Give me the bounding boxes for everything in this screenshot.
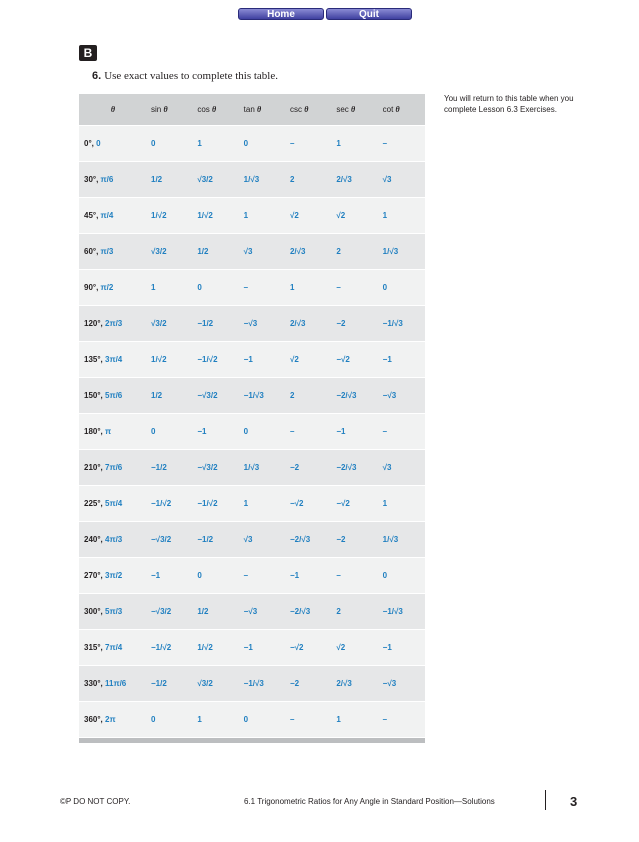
value-cell: √3/2 <box>147 234 193 270</box>
table-row <box>79 702 425 738</box>
value-cell: 1 <box>240 198 286 234</box>
value-cell: 2/√3 <box>332 162 378 198</box>
angle-cell <box>79 126 147 162</box>
home-button[interactable]: Home <box>238 8 324 20</box>
angle-degrees: 210°, <box>84 463 105 472</box>
angle-radians: 5π/6 <box>105 391 123 400</box>
angle-degrees: 120°, <box>84 319 105 328</box>
angle-degrees: 45°, <box>84 211 101 220</box>
value-cell: −2 <box>286 450 332 486</box>
table-row <box>79 450 425 486</box>
value-cell: – <box>240 270 286 306</box>
table-bottom-rule <box>79 738 425 743</box>
value-cell: −√2 <box>286 630 332 666</box>
value-cell: 2 <box>332 594 378 630</box>
value-cell: – <box>332 558 378 594</box>
angle-radians: π <box>105 427 112 436</box>
value-cell: – <box>379 414 425 450</box>
value-cell: 1 <box>147 270 193 306</box>
value-cell: √3 <box>379 450 425 486</box>
value-cell: 1/√3 <box>379 234 425 270</box>
angle-radians: π/4 <box>100 211 114 220</box>
value-cell: 2/√3 <box>286 306 332 342</box>
value-cell: – <box>332 270 378 306</box>
column-header <box>147 94 193 126</box>
column-header <box>193 94 239 126</box>
value-cell: 1/√3 <box>240 162 286 198</box>
value-cell: −2 <box>332 306 378 342</box>
angle-cell <box>79 270 147 306</box>
value-cell: −1/√2 <box>193 486 239 522</box>
angle-cell <box>79 342 147 378</box>
footer-divider <box>545 790 546 810</box>
angle-radians: 0 <box>96 139 101 148</box>
table-row <box>79 558 425 594</box>
angle-radians: 3π/2 <box>105 571 123 580</box>
value-cell: 1/√3 <box>240 450 286 486</box>
value-cell: 0 <box>147 702 193 738</box>
value-cell: −√3 <box>240 306 286 342</box>
angle-cell <box>79 558 147 594</box>
value-cell: −1 <box>286 558 332 594</box>
value-cell: 1/2 <box>147 162 193 198</box>
value-cell: 1 <box>332 702 378 738</box>
column-header-variable: θ <box>304 105 309 114</box>
column-header-variable: θ <box>350 105 356 114</box>
table-header-row <box>79 94 425 126</box>
column-header-function: sin <box>151 105 164 114</box>
angle-cell <box>79 162 147 198</box>
value-cell: 0 <box>193 270 239 306</box>
table-row <box>79 486 425 522</box>
column-header-variable: θ <box>163 105 168 114</box>
value-cell: – <box>240 558 286 594</box>
angle-radians: 4π/3 <box>105 535 123 544</box>
table-row <box>79 666 425 702</box>
angle-radians: 7π/6 <box>105 463 123 472</box>
page-number: 3 <box>570 794 578 809</box>
section-badge: B <box>79 45 97 61</box>
angle-degrees: 60°, <box>84 247 101 256</box>
angle-degrees: 300°, <box>84 607 105 616</box>
angle-degrees: 330°, <box>84 679 105 688</box>
angle-radians: π/2 <box>100 283 114 292</box>
question-number: 6. <box>92 70 102 82</box>
angle-degrees: 180°, <box>84 427 105 436</box>
value-cell: −√3/2 <box>193 450 239 486</box>
value-cell: −1 <box>147 558 193 594</box>
angle-cell <box>79 486 147 522</box>
column-header <box>286 94 332 126</box>
column-header-function: csc <box>289 105 305 114</box>
question-prompt <box>92 70 278 82</box>
angle-radians: 7π/4 <box>105 643 123 652</box>
value-cell: −1/2 <box>193 522 239 558</box>
table-row <box>79 126 425 162</box>
table-row <box>79 522 425 558</box>
column-header <box>332 94 378 126</box>
value-cell: 0 <box>193 558 239 594</box>
value-cell: −2/√3 <box>332 378 378 414</box>
table-row <box>79 378 425 414</box>
angle-cell <box>79 198 147 234</box>
value-cell: 1/2 <box>193 594 239 630</box>
value-cell: −√3/2 <box>147 594 193 630</box>
table-body <box>79 126 425 738</box>
value-cell: −1/√2 <box>147 486 193 522</box>
value-cell: 1 <box>332 126 378 162</box>
value-cell: √3 <box>240 234 286 270</box>
value-cell: 0 <box>147 126 193 162</box>
angle-degrees: 360°, <box>84 715 105 724</box>
value-cell: 1/√2 <box>193 630 239 666</box>
angle-radians: 3π/4 <box>105 355 123 364</box>
value-cell: 1/√3 <box>379 522 425 558</box>
value-cell: −1/2 <box>147 450 193 486</box>
column-header-function: sec <box>336 105 351 114</box>
quit-button[interactable]: Quit <box>326 8 412 20</box>
column-header-variable: θ <box>395 105 400 114</box>
value-cell: −2/√3 <box>286 594 332 630</box>
value-cell: 1 <box>240 486 286 522</box>
value-cell: 1/2 <box>193 234 239 270</box>
value-cell: −1/√3 <box>379 306 425 342</box>
column-header <box>79 94 147 126</box>
value-cell: √3 <box>240 522 286 558</box>
value-cell: 1 <box>193 702 239 738</box>
angle-degrees: 0°, <box>84 139 97 148</box>
table-row <box>79 306 425 342</box>
angle-radians: π/3 <box>100 247 114 256</box>
value-cell: −√2 <box>332 486 378 522</box>
column-header <box>240 94 286 126</box>
value-cell: 2 <box>332 234 378 270</box>
value-cell: −√2 <box>332 342 378 378</box>
value-cell: −2 <box>286 666 332 702</box>
value-cell: 0 <box>379 270 425 306</box>
table-row <box>79 414 425 450</box>
value-cell: 1 <box>286 270 332 306</box>
trig-values-table <box>79 94 425 738</box>
value-cell: −2 <box>332 522 378 558</box>
angle-cell <box>79 702 147 738</box>
angle-cell <box>79 666 147 702</box>
value-cell: −1/2 <box>193 306 239 342</box>
value-cell: −1/√3 <box>379 594 425 630</box>
angle-cell <box>79 522 147 558</box>
angle-radians: 2π <box>105 715 116 724</box>
value-cell: √3 <box>379 162 425 198</box>
table-row <box>79 198 425 234</box>
value-cell: 0 <box>240 414 286 450</box>
table-row <box>79 630 425 666</box>
angle-degrees: 240°, <box>84 535 105 544</box>
value-cell: −1 <box>240 342 286 378</box>
side-note: You will return to this table when you complete Lesson 6.3 Exercises. <box>444 94 574 114</box>
angle-cell <box>79 378 147 414</box>
value-cell: −√3 <box>379 666 425 702</box>
table-row <box>79 270 425 306</box>
column-header-variable: θ <box>257 105 262 114</box>
value-cell: 2/√3 <box>286 234 332 270</box>
angle-radians: π/6 <box>100 175 114 184</box>
value-cell: 1/√2 <box>147 198 193 234</box>
angle-cell <box>79 234 147 270</box>
angle-radians: 11π/6 <box>105 679 127 688</box>
value-cell: −1/2 <box>147 666 193 702</box>
column-header-variable: θ <box>212 105 217 114</box>
question-text: Use exact values to complete this table. <box>104 70 278 82</box>
value-cell: 1/√2 <box>193 198 239 234</box>
value-cell: −1 <box>379 342 425 378</box>
value-cell: √3/2 <box>193 162 239 198</box>
value-cell: √2 <box>332 630 378 666</box>
value-cell: – <box>379 126 425 162</box>
table-row <box>79 234 425 270</box>
angle-degrees: 30°, <box>84 175 101 184</box>
column-header-function: cot <box>382 105 396 114</box>
angle-cell <box>79 414 147 450</box>
angle-cell <box>79 450 147 486</box>
value-cell: √2 <box>286 198 332 234</box>
value-cell: √3/2 <box>193 666 239 702</box>
footer-copyright: ©P DO NOT COPY. <box>60 797 131 806</box>
column-header-variable: θ <box>110 105 116 114</box>
value-cell: 2/√3 <box>332 666 378 702</box>
angle-degrees: 270°, <box>84 571 105 580</box>
value-cell: 1 <box>379 486 425 522</box>
value-cell: −1/√3 <box>240 378 286 414</box>
value-cell: −2/√3 <box>286 522 332 558</box>
value-cell: −1/√2 <box>147 630 193 666</box>
value-cell: −√3/2 <box>147 522 193 558</box>
value-cell: √3/2 <box>147 306 193 342</box>
value-cell: 0 <box>240 126 286 162</box>
angle-degrees: 150°, <box>84 391 105 400</box>
value-cell: −√3/2 <box>193 378 239 414</box>
value-cell: 2 <box>286 162 332 198</box>
angle-radians: 5π/3 <box>105 607 123 616</box>
value-cell: −√3 <box>240 594 286 630</box>
table-row <box>79 342 425 378</box>
angle-degrees: 225°, <box>84 499 105 508</box>
table-row <box>79 162 425 198</box>
value-cell: −1 <box>332 414 378 450</box>
value-cell: −1 <box>240 630 286 666</box>
angle-degrees: 315°, <box>84 643 105 652</box>
value-cell: −1 <box>379 630 425 666</box>
value-cell: – <box>379 702 425 738</box>
value-cell: – <box>286 702 332 738</box>
value-cell: −2/√3 <box>332 450 378 486</box>
angle-cell <box>79 630 147 666</box>
value-cell: −√3 <box>379 378 425 414</box>
value-cell: −√2 <box>286 486 332 522</box>
value-cell: 1/2 <box>147 378 193 414</box>
angle-radians: 2π/3 <box>105 319 123 328</box>
value-cell: 1/√2 <box>147 342 193 378</box>
column-header-function: cos <box>197 105 212 114</box>
value-cell: 1 <box>379 198 425 234</box>
table-row <box>79 594 425 630</box>
value-cell: 0 <box>379 558 425 594</box>
footer-title: 6.1 Trigonometric Ratios for Any Angle in Standard Position—Solutions <box>244 797 495 806</box>
value-cell: 2 <box>286 378 332 414</box>
angle-cell <box>79 594 147 630</box>
trig-table-container <box>79 94 425 738</box>
value-cell: – <box>286 414 332 450</box>
value-cell: −1/√3 <box>240 666 286 702</box>
column-header <box>379 94 425 126</box>
angle-degrees: 135°, <box>84 355 105 364</box>
value-cell: 0 <box>147 414 193 450</box>
value-cell: – <box>286 126 332 162</box>
value-cell: √2 <box>286 342 332 378</box>
angle-degrees: 90°, <box>84 283 101 292</box>
value-cell: −1 <box>193 414 239 450</box>
value-cell: −1/√2 <box>193 342 239 378</box>
value-cell: 0 <box>240 702 286 738</box>
value-cell: 1 <box>193 126 239 162</box>
angle-cell <box>79 306 147 342</box>
column-header-function: tan <box>243 105 257 114</box>
value-cell: √2 <box>332 198 378 234</box>
angle-radians: 5π/4 <box>105 499 123 508</box>
